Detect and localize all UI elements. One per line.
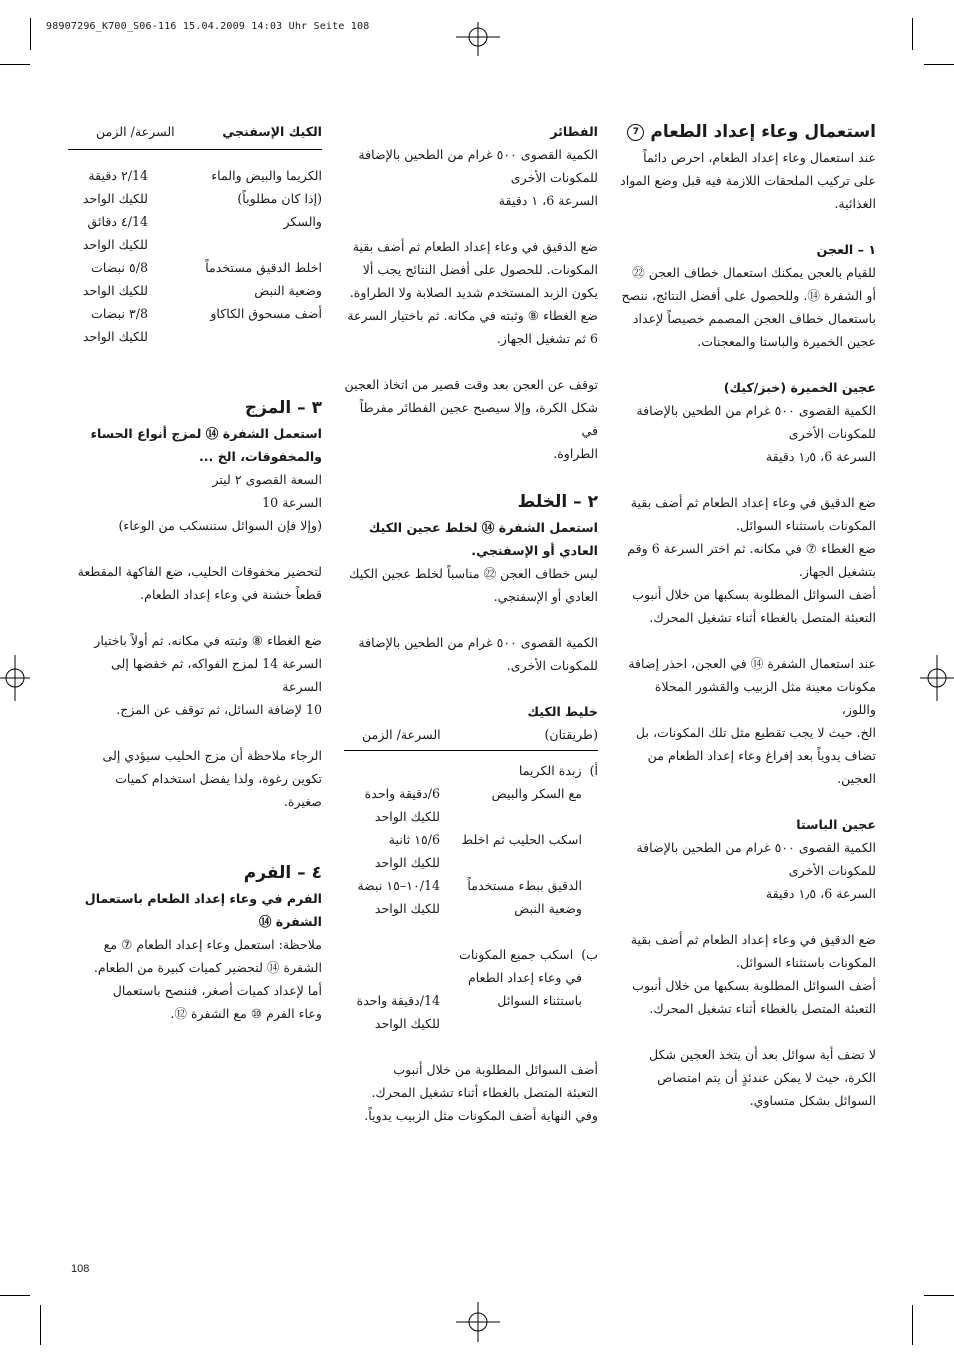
crop-mark bbox=[40, 1305, 41, 1345]
para: باستعمال خطاف العجن المصمم خصيصاً لإعداد bbox=[632, 311, 876, 326]
para: عجين الخميرة والباستا والمعجنات. bbox=[697, 334, 876, 349]
para: للمكونات الأخرى bbox=[510, 170, 598, 185]
para: التعبئة المتصل بالغطاء أثناء تشغيل المحرك. bbox=[371, 1085, 598, 1100]
para: توقف عن العجن بعد وقت قصير من اتخاذ العجين bbox=[344, 377, 598, 392]
para: المكونات باستثناء السوائل. bbox=[736, 955, 876, 970]
cell-item: باستثناء السوائل bbox=[497, 993, 598, 1008]
para: تكوين رغوة، ولذا يفضل استخدام كميات bbox=[115, 771, 322, 786]
para: بتشغيل الجهاز. bbox=[798, 564, 876, 579]
middle-column bbox=[344, 120, 598, 1127]
para: شكل الكرة، وإلا سيصبح عجين الفطائر مفرطاً في bbox=[359, 400, 598, 438]
crop-mark bbox=[924, 64, 954, 65]
col2-header: السرعة/ الزمن bbox=[362, 727, 441, 742]
para: يكون الزبد المستخدم شديد الصلابة ولا الطراوة. bbox=[349, 285, 598, 300]
cell-speed-time: للكيك الواحد bbox=[82, 237, 148, 252]
cell-item: وضعية النبض bbox=[514, 901, 598, 916]
para: الكمية القصوى ٥٠٠ غرام من الطحين بالإضافة bbox=[636, 403, 876, 418]
para: أضف السوائل المطلوبة بسكبها من خلال أنبوب bbox=[632, 587, 876, 602]
crop-mark bbox=[924, 1295, 954, 1296]
cell-speed-time: 8/٥ نبضات bbox=[91, 260, 148, 275]
bold-line: الفرم في وعاء إعداد الطعام باستعمال bbox=[84, 891, 322, 906]
para: المكونات باستثناء السوائل. bbox=[736, 518, 876, 533]
table-row bbox=[344, 805, 598, 828]
para: لا تضف أية سوائل بعد أن يتخذ العجين شكل bbox=[649, 1047, 876, 1062]
para: ضع الغطاء ⑧ وثبته في مكانه. ثم باختيار السرعة bbox=[347, 308, 598, 323]
title-text: استعمال وعاء إعداد الطعام bbox=[650, 122, 876, 142]
para: السرعة 14 لمزج الفواكه، ثم خفضها إلى السرعة bbox=[110, 656, 322, 694]
table-title: خليط الكيك bbox=[527, 704, 598, 719]
cell-item: وضعية النبض bbox=[254, 283, 322, 298]
para: التعبئة المتصل بالغطاء أثناء تشغيل المحرك. bbox=[649, 1001, 876, 1016]
section-title: ٤ – الفرم bbox=[243, 863, 322, 883]
table-row bbox=[344, 759, 598, 782]
cake-table bbox=[344, 759, 598, 1035]
cell-item: الدقيق ببطء مستخدماً bbox=[467, 878, 598, 893]
para: للمكونات الأخرى bbox=[788, 426, 876, 441]
col2-header: السرعة/ الزمن bbox=[96, 124, 175, 139]
cell-item: في وعاء إعداد الطعام bbox=[467, 970, 598, 985]
para: الخ. حيث لا يجب تقطيع مثل تلك المكونات، بل bbox=[635, 725, 876, 740]
para: مكونات معينة مثل الزبيب والقشور المحلاة واللوز، bbox=[654, 679, 876, 717]
para: قطعاً خشنة في وعاء إعداد الطعام. bbox=[140, 587, 322, 602]
bold-line: والمخفوقات، الخ ... bbox=[198, 449, 322, 464]
para: ضع الغطاء ⑦ في مكانه. ثم اختر السرعة 6 وقم bbox=[627, 541, 876, 556]
right-column bbox=[620, 118, 876, 1112]
table-row bbox=[344, 897, 598, 920]
para: الطراوة. bbox=[553, 446, 598, 461]
para: الكمية القصوى ٥٠٠ غرام من الطحين بالإضافة bbox=[636, 840, 876, 855]
para: أو الشفرة ⑭. وللحصول على أفضل النتائج، ننصح bbox=[621, 288, 876, 303]
table-row bbox=[344, 851, 598, 874]
para: 6 ثم تشغيل الجهاز. bbox=[496, 331, 598, 346]
registration-mark-icon bbox=[456, 22, 500, 56]
cell-speed-time: 6/دقيقة واحدة bbox=[364, 786, 440, 801]
para: ضع الدقيق في وعاء إعداد الطعام ثم أضف بقية bbox=[630, 932, 876, 947]
table-row bbox=[344, 920, 598, 943]
table-row bbox=[68, 302, 322, 325]
cell-item: اسكب الحليب ثم اخلط bbox=[461, 832, 598, 847]
cell-item: والسكر bbox=[283, 214, 322, 229]
para: العجين. bbox=[837, 771, 876, 786]
para: السرعة 6، ١٫٥ دقيقة bbox=[765, 886, 876, 901]
table-title: الكيك الإسفنجي bbox=[222, 124, 322, 139]
table-row bbox=[344, 874, 598, 897]
para: الكرة، حيث لا يمكن عندئذٍ أن يتم امتصاص bbox=[657, 1070, 876, 1085]
subsection-title: ١ – العجن bbox=[816, 242, 876, 257]
crop-mark bbox=[912, 1305, 913, 1345]
bold-line: استعمل الشفرة ⑭ لخلط عجين الكيك bbox=[368, 520, 598, 535]
section-title: ٣ – المزج bbox=[244, 398, 322, 418]
para: ضع الغطاء ⑧ وثبته في مكانه. ثم أولاً باختيار bbox=[94, 633, 322, 648]
cell-item: (إذا كان مطلوباً) bbox=[237, 191, 322, 206]
subsection-title: عجين الخميرة (خبز/كيك) bbox=[723, 380, 876, 395]
para: السرعة 10 bbox=[262, 495, 322, 510]
table-row bbox=[344, 1012, 598, 1035]
para: عند استعمال الشفرة ⑭ في العجن، احذر إضافة bbox=[628, 656, 876, 671]
cell-speed-time: 14/٢ دقيقة bbox=[88, 168, 148, 183]
table-row bbox=[68, 164, 322, 187]
para: الغذائية. bbox=[834, 196, 876, 211]
table-row bbox=[68, 233, 322, 256]
page-number: 108 bbox=[71, 1263, 90, 1275]
left-column bbox=[68, 120, 322, 1025]
para: التعبئة المتصل بالغطاء أثناء تشغيل المحرك. bbox=[649, 610, 876, 625]
crop-mark bbox=[912, 18, 913, 50]
table-row bbox=[68, 279, 322, 302]
para: العادي أو الإسفنجي. bbox=[493, 589, 598, 604]
para: ضع الدقيق في وعاء إعداد الطعام ثم أضف بقية bbox=[630, 495, 876, 510]
para: السرعة 6، ١ دقيقة bbox=[498, 193, 598, 208]
para: وعاء الفرم ⑩ مع الشفرة ⑫. bbox=[170, 1006, 322, 1021]
para: الكمية القصوى ٥٠٠ غرام من الطحين بالإضافة bbox=[358, 635, 598, 650]
table-row bbox=[344, 943, 598, 966]
cell-speed-time: للكيك الواحد bbox=[374, 1016, 440, 1031]
para: للمكونات الأخرى. bbox=[506, 658, 598, 673]
cell-speed-time: للكيك الواحد bbox=[82, 191, 148, 206]
registration-mark-icon bbox=[0, 655, 30, 701]
para: السعة القصوى ٢ ليتر bbox=[212, 472, 322, 487]
para: الكمية القصوى ٥٠٠ غرام من الطحين بالإضافة bbox=[358, 147, 598, 162]
para: أضف السوائل المطلوبة بسكبها من خلال أنبوب bbox=[632, 978, 876, 993]
cell-item: مع السكر والبيض bbox=[491, 786, 598, 801]
subsection-title: عجين الباستا bbox=[796, 817, 876, 832]
para: أضف السوائل المطلوبة من خلال أنبوب bbox=[393, 1062, 598, 1077]
cell-speed-time: للكيك الواحد bbox=[82, 329, 148, 344]
bold-line: استعمل الشفرة ⑭ لمزج أنواع الحساء bbox=[90, 426, 322, 441]
para: صغيرة. bbox=[283, 794, 322, 809]
para: تضاف يدوياً بعد إفراغ وعاء إعداد الطعام من bbox=[647, 748, 876, 763]
cell-item: ب) اسكب جميع المكونات bbox=[459, 947, 598, 962]
table-row bbox=[344, 782, 598, 805]
bold-line: الشفرة ⑭ bbox=[258, 914, 322, 929]
cell-speed-time: 14/١٠–١٥ نبضة bbox=[357, 878, 440, 893]
para: وفي النهاية أضف المكونات مثل الزبيب يدوياً. bbox=[364, 1108, 598, 1123]
cell-speed-time: للكيك الواحد bbox=[374, 855, 440, 870]
para: أما لإعداد كميات أصغر، فننصح باستعمال bbox=[112, 983, 322, 998]
cell-speed-time bbox=[344, 966, 440, 989]
para: (وإلا فإن السوائل ستنسكب من الوعاء) bbox=[118, 518, 322, 533]
para: المكونات. للحصول على أفضل النتائج يجب ألا bbox=[362, 262, 598, 277]
crop-mark bbox=[0, 1295, 30, 1296]
part-number-badge: 7 bbox=[627, 124, 644, 141]
table-row bbox=[344, 966, 598, 989]
print-header: 98907296_K700_S06-116 15.04.2009 14:03 Uhr Seite 108 bbox=[46, 21, 370, 32]
cell-speed-time: 14/٤ دقائق bbox=[87, 214, 148, 229]
sponge-table-header bbox=[68, 120, 322, 150]
para: 10 لإضافة السائل، ثم توقف عن المزج. bbox=[116, 702, 322, 717]
cell-item: الكريما والبيض والماء bbox=[211, 168, 322, 183]
table-row bbox=[68, 256, 322, 279]
cell-speed-time bbox=[344, 943, 440, 966]
crop-mark bbox=[0, 64, 30, 65]
para: السرعة 6، ١٫٥ دقيقة bbox=[765, 449, 876, 464]
para: ملاحظة: استعمل وعاء إعداد الطعام ⑦ مع bbox=[103, 937, 322, 952]
para: للمكونات الأخرى bbox=[788, 863, 876, 878]
cell-speed-time: 6/١٥ ثانية bbox=[388, 832, 440, 847]
crop-mark bbox=[30, 18, 31, 50]
table-row bbox=[68, 187, 322, 210]
para: للقيام بالعجن يمكنك استعمال خطاف العجن ㉒ bbox=[632, 265, 876, 280]
section-title bbox=[620, 118, 876, 146]
bold-line: العادي أو الإسفنجي. bbox=[471, 543, 598, 558]
cell-speed-time: للكيك الواحد bbox=[82, 283, 148, 298]
cell-speed-time: للكيك الواحد bbox=[374, 809, 440, 824]
sponge-table bbox=[68, 164, 322, 348]
cell-item: اخلط الدقيق مستخدماً bbox=[205, 260, 322, 275]
cell-item: أضف مسحوق الكاكاو bbox=[210, 306, 322, 321]
para: ضع الدقيق في وعاء إعداد الطعام ثم أضف بقية bbox=[352, 239, 598, 254]
para: على تركيب الملحقات اللازمة فيه قبل وضع المواد bbox=[620, 173, 876, 188]
subsection-title: الفطائر bbox=[550, 124, 598, 139]
cell-speed-time: للكيك الواحد bbox=[374, 901, 440, 916]
cell-item: أ) زبدة الكريما bbox=[518, 763, 598, 778]
registration-mark-icon bbox=[920, 655, 954, 701]
para: ليس خطاف العجن ㉒ مناسباً لخلط عجين الكيك bbox=[349, 566, 598, 581]
cell-speed-time bbox=[344, 920, 440, 943]
para: عند استعمال وعاء إعداد الطعام، احرص دائماً bbox=[643, 150, 876, 165]
cell-speed-time bbox=[344, 759, 440, 782]
para: لتحضير مخفوقات الحليب، ضع الفاكهة المقطعة bbox=[77, 564, 322, 579]
table-row bbox=[344, 828, 598, 851]
cell-speed-time: 8/٣ نبضات bbox=[91, 306, 148, 321]
section-title: ٢ – الخلط bbox=[517, 492, 598, 512]
cell-speed-time: 14/دقيقة واحدة bbox=[356, 993, 440, 1008]
table-row bbox=[68, 325, 322, 348]
registration-mark-icon bbox=[456, 1302, 500, 1342]
para: الشفرة ⑭ لتحضير كميات كبيرة من الطعام. bbox=[93, 960, 322, 975]
table-row bbox=[68, 210, 322, 233]
col1-header: (طريقتان) bbox=[544, 727, 598, 742]
table-row bbox=[344, 989, 598, 1012]
para: الرجاء ملاحظة أن مزج الحليب سيؤدي إلى bbox=[102, 748, 322, 763]
para: السوائل بشكل متساوي. bbox=[749, 1093, 876, 1108]
cake-table-header bbox=[344, 723, 598, 751]
